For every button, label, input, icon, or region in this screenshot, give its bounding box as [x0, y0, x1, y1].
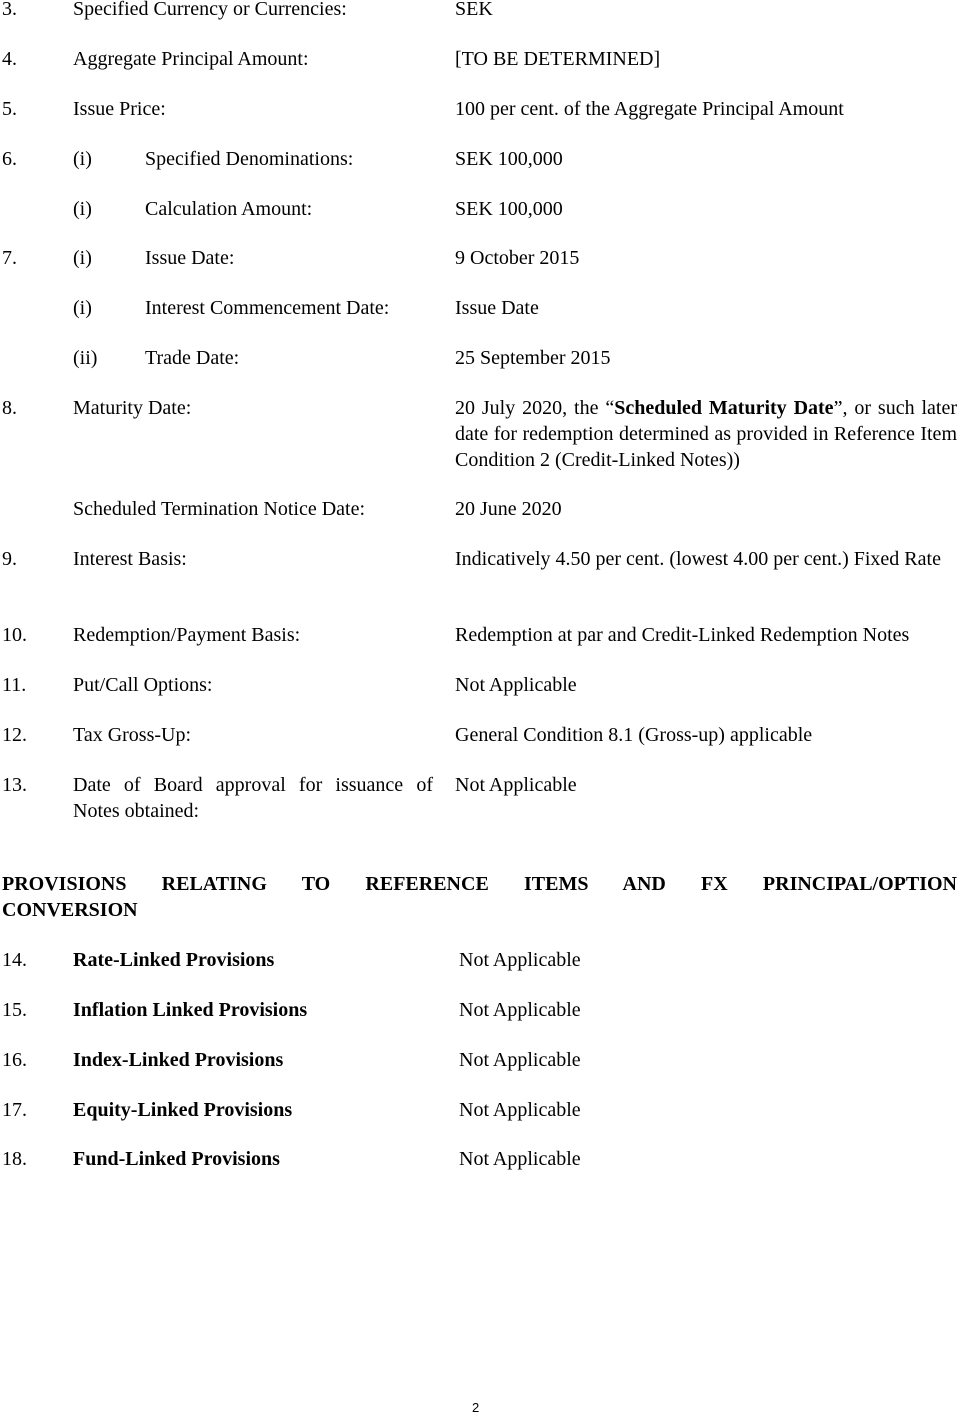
provision-14-number: 14.: [2, 949, 27, 971]
section-heading-line-2: CONVERSION: [2, 899, 138, 921]
item-5-label: Issue Price:: [73, 98, 166, 120]
item-8-value-post: ”, or such later date for redemption determined as provided in Reference Item Condition 2 (Credit-Linked Notes)): [455, 397, 957, 471]
item-6-value-2: SEK 100,000: [455, 198, 563, 220]
item-7-sub-3: (ii): [73, 347, 98, 369]
item-8-value: [455, 395, 957, 473]
item-9-label: Interest Basis:: [73, 548, 187, 570]
item-5-number: 5.: [2, 98, 17, 120]
item-7-sub-1: (i): [73, 247, 92, 269]
provision-16-label: Index-Linked Provisions: [73, 1049, 284, 1071]
page-number: 2: [472, 1400, 480, 1415]
provision-15-value: Not Applicable: [459, 999, 581, 1021]
item-8-value-defined-term: Scheduled Maturity Date: [614, 397, 834, 419]
item-13-value: Not Applicable: [455, 774, 577, 796]
item-7-value-2: Issue Date: [455, 297, 539, 319]
provision-16-value: Not Applicable: [459, 1049, 581, 1071]
item-13-label: Date of Board approval for issuance of Notes obtained:: [73, 774, 433, 822]
item-7-value-3: 25 September 2015: [455, 347, 611, 369]
item-13-number: 13.: [2, 774, 27, 796]
item-8-label: Maturity Date:: [73, 397, 192, 419]
provision-18-label: Fund-Linked Provisions: [73, 1148, 280, 1170]
item-9-value: Indicatively 4.50 per cent. (lowest 4.00 per cent.) Fixed Rate: [455, 548, 941, 570]
provision-18-number: 18.: [2, 1148, 27, 1170]
item-8-number: 8.: [2, 397, 17, 419]
item-5-value: 100 per cent. of the Aggregate Principal Amount: [455, 98, 844, 120]
item-3-label: Specified Currency or Currencies:: [73, 0, 347, 20]
section-heading: [2, 871, 957, 923]
item-7-number: 7.: [2, 247, 17, 269]
item-10-number: 10.: [2, 624, 27, 646]
item-6-sub-2: (i): [73, 198, 92, 220]
item-8-extra-value: 20 June 2020: [455, 498, 562, 520]
item-6-label-1: Specified Denominations:: [145, 148, 354, 170]
item-12-number: 12.: [2, 724, 27, 746]
item-8-value-pre: 20 July 2020, the “: [455, 397, 615, 419]
item-7-label-2: Interest Commencement Date:: [145, 297, 390, 319]
item-11-value: Not Applicable: [455, 674, 577, 696]
section-heading-line-1: PROVISIONS RELATING TO REFERENCE ITEMS AND FX PRINCIPAL/OPTION: [2, 873, 957, 895]
item-6-value-1: SEK 100,000: [455, 148, 563, 170]
item-12-value: General Condition 8.1 (Gross-up) applicable: [455, 724, 813, 746]
provision-14-value: Not Applicable: [459, 949, 581, 971]
item-7-sub-2: (i): [73, 297, 92, 319]
item-6-label-2: Calculation Amount:: [145, 198, 313, 220]
item-9-number: 9.: [2, 548, 17, 570]
item-7-value-1: 9 October 2015: [455, 247, 580, 269]
item-7-label-1: Issue Date:: [145, 247, 235, 269]
item-11-number: 11.: [2, 674, 27, 696]
provision-17-number: 17.: [2, 1099, 27, 1121]
item-6-sub-1: (i): [73, 148, 92, 170]
item-4-label: Aggregate Principal Amount:: [73, 48, 309, 70]
provision-16-number: 16.: [2, 1049, 27, 1071]
item-6-number: 6.: [2, 148, 17, 170]
item-3-number: 3.: [2, 0, 17, 20]
item-4-value: [TO BE DETERMINED]: [455, 48, 661, 70]
provision-18-value: Not Applicable: [459, 1148, 581, 1170]
item-10-value: Redemption at par and Credit-Linked Redemption Notes: [455, 624, 910, 646]
provision-17-value: Not Applicable: [459, 1099, 581, 1121]
item-8-extra-label: Scheduled Termination Notice Date:: [73, 498, 366, 520]
item-7-label-3: Trade Date:: [145, 347, 240, 369]
item-12-label: Tax Gross-Up:: [73, 724, 192, 746]
item-4-number: 4.: [2, 48, 17, 70]
item-10-label: Redemption/Payment Basis:: [73, 624, 301, 646]
item-11-label: Put/Call Options:: [73, 674, 213, 696]
provision-14-label: Rate-Linked Provisions: [73, 949, 275, 971]
item-3-value: SEK: [455, 0, 493, 20]
provision-15-label: Inflation Linked Provisions: [73, 999, 308, 1021]
provision-15-number: 15.: [2, 999, 27, 1021]
provision-17-label: Equity-Linked Provisions: [73, 1099, 293, 1121]
